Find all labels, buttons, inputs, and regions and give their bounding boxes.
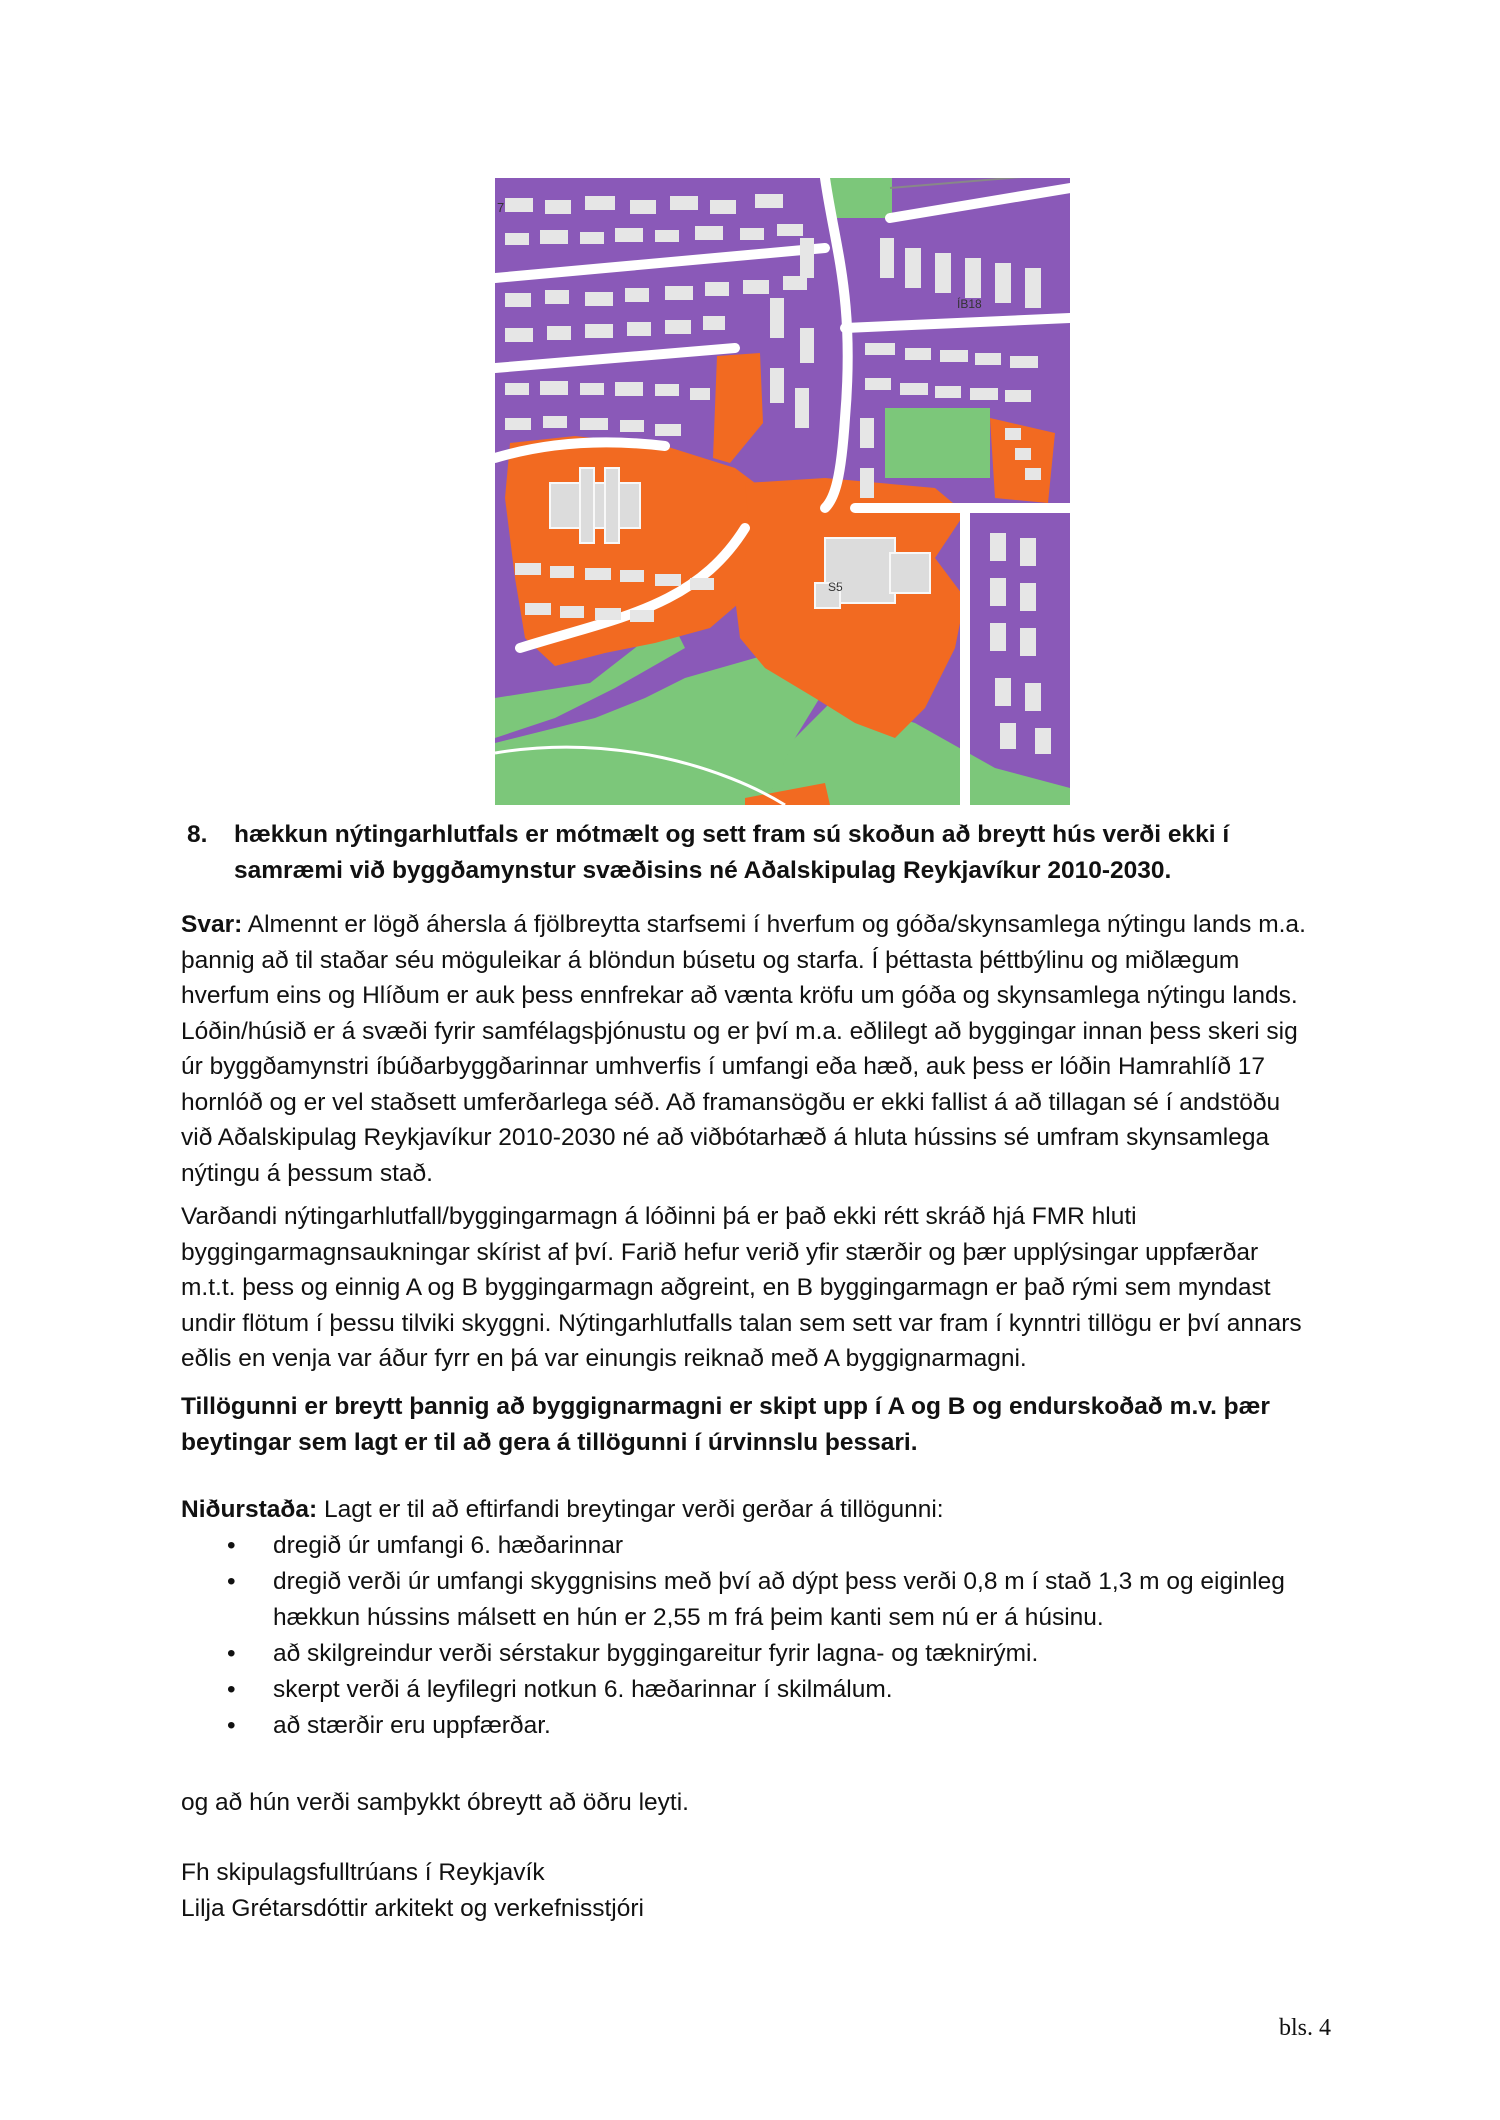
signature-line-1: Fh skipulagsfulltrúans í Reykjavík — [181, 1859, 545, 1886]
vardandi-paragraph — [181, 1199, 1336, 1377]
vardandi-line-1: Varðandi nýtingarhlutfall/byggingarmagn á lóðinni þá er það ekki rétt skráð hjá FMR hluti — [181, 1203, 1137, 1230]
institutional-area-east — [990, 418, 1055, 503]
item-8-number: 8. — [187, 821, 208, 848]
nidurstada-bullet-list — [181, 1528, 1341, 1744]
green-area-top — [830, 178, 892, 218]
green-area-field — [885, 408, 990, 478]
item-8 — [181, 817, 1341, 889]
item-8-line-2: samræmi við byggðamynstur svæðisins né Aðalskipulag Reykjavíkur 2010-2030. — [234, 857, 1172, 884]
vardandi-line-3: m.t.t. þess og einnig A og B byggingarmagn aðgreint, en B byggingarmagn er það rými sem myndast — [181, 1274, 1271, 1301]
svar-paragraph — [181, 907, 1336, 1191]
bullet-item: • skerpt verði á leyfilegri notkun 6. hæðarinnar í skilmálum. — [181, 1672, 1341, 1708]
bullet-dot: • — [227, 1568, 236, 1595]
item-8-line-1: hækkun nýtingarhlutfals er mótmælt og sett fram sú skoðun að breytt hús verði ekki í — [234, 821, 1230, 848]
tillogunni-line-2: beytingar sem lagt er til að gera á tillögunni í úrvinnslu þessari. — [181, 1428, 918, 1456]
tillogunni-line-1: Tillögunni er breytt þannig að byggignarmagni er skipt upp í A og B og endurskoðað m.v. þær — [181, 1393, 1270, 1420]
bullet-item: • að stærðir eru uppfærðar. — [181, 1708, 1341, 1744]
tillogunni-paragraph — [181, 1389, 1336, 1460]
nidurstada-heading — [181, 1492, 1336, 1528]
svar-line-6: hornlóð og er vel staðsett umferðarlega séð. Að framansögðu er ekki fallist á að tillagan sé í andstöðu — [181, 1088, 1281, 1116]
bullet-item: • að skilgreindur verði sérstakur byggingareitur fyrir lagna- og tæknirými. — [181, 1636, 1341, 1672]
bullet-dot: • — [227, 1712, 236, 1739]
closing-line: og að hún verði samþykkt óbreytt að öðru leyti. — [181, 1789, 689, 1816]
bullet-item: • dregið verði úr umfangi skyggnisins með því að dýpt þess verði 0,8 m í stað 1,3 m og eiginleg hækkun hússins málsett en hún er 2,55 m frá þeim kanti sem nú er á húsinu. — [181, 1564, 1341, 1636]
nidurstada-label: Niðurstaða: — [181, 1496, 318, 1523]
vardandi-line-4: undir flötum í þessu tilviki skyggni. Nýtingarhlutfalls talan sem sett var fram í kynntri tillögu er því annars — [181, 1309, 1302, 1337]
signature-line-2: Lilja Grétarsdóttir arkitekt og verkefnisstjóri — [181, 1894, 644, 1922]
bullet-dot: • — [227, 1640, 236, 1667]
vardandi-line-2: byggingarmagnsaukningar skírist af því. Farið hefur verið yfir stærðir og þær upplýsingar uppfærðar — [181, 1238, 1259, 1266]
svar-line-7: við Aðalskipulag Reykjavíkur 2010-2030 né að viðbótarhæð á hluta hússins sé umfram skynsamlega — [181, 1124, 1270, 1151]
svar-line-2: þannig að til staðar séu möguleikar á blöndun búsetu og starfa. Í þéttasta þéttbýlinu og miðlægum — [181, 946, 1240, 974]
map-label-ib18: ÍB18 — [957, 297, 982, 311]
map-label-7: 7 — [497, 200, 505, 215]
svar-line-8: nýtingu á þessum stað. — [181, 1159, 433, 1187]
bullet-item: • dregið úr umfangi 6. hæðarinnar — [181, 1528, 1341, 1564]
svar-line-5: úr byggðamynstri íbúðarbyggðarinnar umhverfis í umfangi eða hæð, auk þess er lóðin Hamrahlíð 17 — [181, 1053, 1266, 1080]
svar-line-4: Lóðin/húsið er á svæði fyrir samfélagsþjónustu og er því m.a. eðlilegt að byggingar innan þess skeri sig — [181, 1017, 1298, 1045]
bullet-dot: • — [227, 1676, 236, 1703]
bullet-dot: • — [227, 1532, 236, 1559]
zoning-map — [495, 178, 1070, 805]
page-number: bls. 4 — [1279, 2015, 1332, 2041]
svar-label: Svar: — [181, 911, 243, 938]
vardandi-line-5: eðlis en venja var áður fyrr en þá var einungis reiknað með A byggignarmagni. — [181, 1345, 1027, 1372]
svar-line-3: hverfum eins og Hlíðum er auk þess ennfrekar að vænta kröfu um góða og skynsamlega nýtingu lands. — [181, 982, 1298, 1009]
signature-block — [181, 1855, 1336, 1926]
map-label-s5: S5 — [828, 580, 843, 594]
nidurstada-text: Lagt er til að eftirfandi breytingar verði gerðar á tillögunni: — [317, 1496, 944, 1523]
svar-line-1: Svar: Almennt er lögð áhersla á fjölbreytta starfsemi í hverfum og góða/skynsamlega nýtingu lands m.a. — [181, 911, 1306, 938]
zoning-map-svg — [495, 178, 1070, 805]
